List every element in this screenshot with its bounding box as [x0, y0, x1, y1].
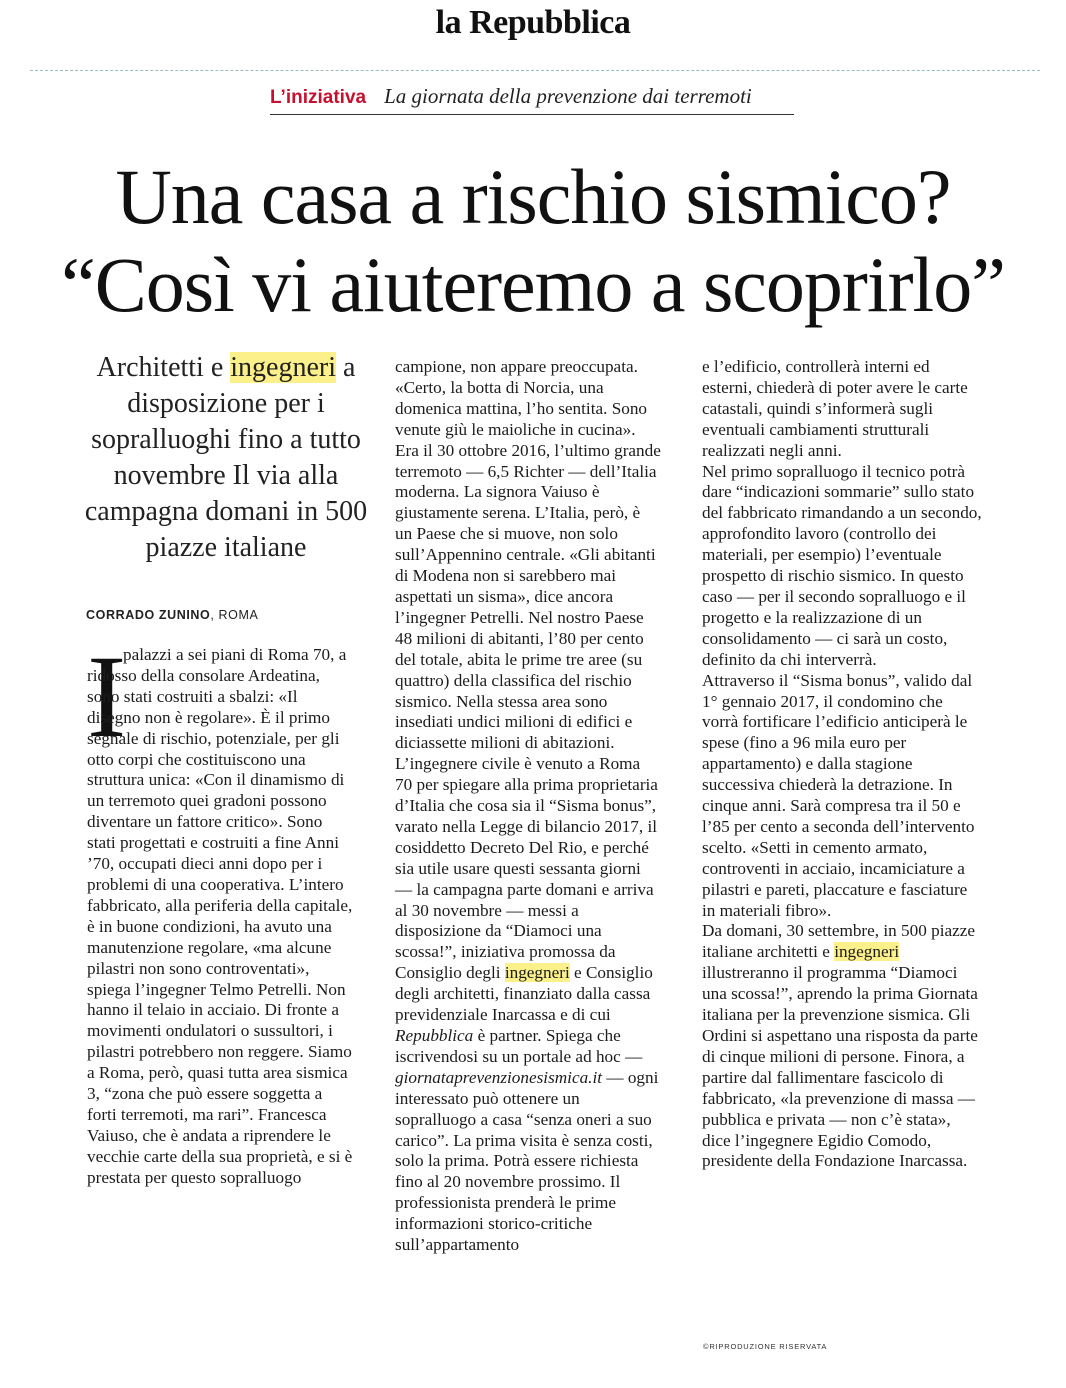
column2-paragraph-2 — [395, 754, 661, 1256]
column2-text-a: L’ingegnere civile è venuto a Roma 70 per spiegare alla prima proprietaria d’Italia che cosa sia il “Sisma bonus”, varato nella Legge di bilancio 2017, il cosiddetto Decreto Del Rio, e perché sia utile usare questi sessanta giorni — la campagna parte domani e arriva al 30 novembre — messi a disposizione da “Diamoci una scossa!”, iniziativa promossa da Consiglio degli — [395, 754, 658, 983]
headline-line-1 — [0, 152, 1066, 242]
drop-cap: I — [87, 631, 127, 762]
kicker-tag: L’iniziativa — [270, 87, 367, 108]
deck-text-before: Architetti e — [96, 352, 231, 383]
column2-text-b: e Consiglio degli architetti, finanziato dalla cassa previdenziale Inarcassa e di cui — [395, 963, 653, 1025]
column3-text-a: Da domani, 30 settembre, in 500 piazze italiane architetti e — [702, 921, 976, 962]
headline-text-2: “Così vi aiuteremo a scoprirlo” — [61, 241, 1005, 328]
column3-paragraph-2: Nel primo sopralluogo il tecnico potrà dare “indicazioni sommarie” sullo stato del fabbricato rimandando a un secondo, approfondito lavoro (controllo dei materiali, per esempio) l’eventuale prospetto di rischio sismico. In questo caso — per il secondo sopralluogo e il progetto e la realizzazione di un consolidamento — ci sarà un costo, definito da chi interverrà. — [702, 461, 982, 669]
kicker-topic: La giornata della prevenzione dai terremoti — [384, 84, 752, 108]
column3-paragraph-1: e l’edificio, controllerà interni ed esterni, chiederà di poter avere le carte catastali, quindi s’informerà sugli eventuali cambiamenti strutturali realizzati negli anni. — [702, 357, 968, 460]
column3-paragraph-3: Attraverso il “Sisma bonus”, valido dal 1° gennaio 2017, il condomino che vorrà fortificare l’edificio anticiperà le spese (fino a 96 mila euro per appartamento) e dalla stagione successiva chiederà la detrazione. In cinque anni. Sarà compresa tra il 50 e l’85 per cento a seconda dell’intervento scelto. «Setti in cemento armato, controventi in acciaio, incamiciature a pilastri e pareti, placcature e fasciature in materiali fibro». — [702, 670, 975, 920]
deck-text-after: a disposizione per i sopralluoghi fino a tutto novembre Il via alla campagna domani in 500 piazze italiane — [84, 352, 368, 563]
column1-paragraph: palazzi a sei piani di Roma 70, a ridosso della consolare Ardeatina, sono stati costruiti a sbalzi: «Il disegno non è regolare». È il primo segnale di rischio, potenziale, per gli otto corpi che costituiscono una struttura unica: «Con il dinamismo di un terremoto quei gradoni possono diventare un fattore critico». Sono stati progettati e costruiti a fine Anni ’70, occupati dieci anni dopo per i problemi di una cooperativa. L’intero fabbricato, alla periferia della capitale, è in buone condizioni, ha avuto una manutenzione regolare, «ma alcune pilastri non sono controventati», spiega l’ingegner Telmo Petrelli. Non hanno il telaio in acciaio. Di fronte a movimenti ondulatori o sussultori, i pilastri potrebbero non reggere. Siamo a Roma, però, quasi tutta area sismica 3, “zona che può essere soggetta a forti terremoti, ma rari”. Francesca Vaiuso, che è andata a riprendere le vecchie carte della sua proprietà, e si è prestata per questo sopralluogo — [87, 645, 353, 1187]
byline-place: , ROMA — [210, 608, 259, 622]
byline — [86, 608, 258, 622]
column2-text-c: è partner. Spiega che iscrivendosi su un portale ad hoc — — [395, 1026, 643, 1066]
kicker — [270, 84, 752, 114]
kicker-divider — [270, 114, 794, 115]
article-column-3 — [702, 357, 982, 1172]
deck-highlight: ingegneri — [230, 352, 337, 383]
article-column-1 — [87, 631, 353, 1189]
column2-text-d: — ogni interessato può ottenere un sopralluogo a casa “senza oneri a suo carico”. La prima visita è senza costi, solo la prima. Potrà essere richiesta fino al 20 novembre prossimo. Il professionista prenderà le prime informazioni storico-critiche sull’appartamento — [395, 1067, 659, 1255]
byline-author: CORRADO ZUNINO — [86, 608, 211, 622]
masthead-logo: la Repubblica — [435, 4, 631, 41]
column2-website: giornataprevenzionesismica.it — [395, 1067, 603, 1087]
column2-publication-name: Repubblica — [395, 1026, 474, 1045]
column3-highlight: ingegneri — [834, 942, 900, 962]
article-column-2 — [395, 357, 661, 1256]
article-deck — [78, 350, 374, 566]
column3-text-b: illustreranno il programma “Diamoci una scossa!”, aprendo la prima Giornata italiana per la prevenzione sismica. Gli Ordini si aspettano una risposta da parte di cinque milioni di persone. Finora, a partire dal fallimentare fascicolo di fabbricato, «la prevenzione di massa — pubblica e privata — non c’è stata», dice l’ingegnere Egidio Comodo, presidente della Fondazione Inarcassa. — [702, 963, 978, 1171]
copyright-notice: ©RIPRODUZIONE RISERVATA — [703, 1342, 828, 1351]
masthead-divider — [30, 70, 1040, 71]
column3-paragraph-4 — [702, 921, 982, 1172]
column2-paragraph-1: campione, non appare preoccupata. «Certo, la botta di Norcia, una domenica mattina, l’ho sentita. Sono venute giù le maioliche in cucina». Era il 30 ottobre 2016, l’ultimo grande terremoto — 6,5 Richter — dell’Italia moderna. La signora Vaiuso è giustamente serena. L’Italia, però, è un Paese che si muove, non solo sull’Appennino centrale. «Gli abitanti di Modena non si sarebbero mai aspettati un sisma», dice ancora l’ingegner Petrelli. Nel nostro Paese 48 milioni di abitanti, l’80 per cento del totale, abita le prime tre aree (su quattro) della classifica del rischio sismico. Nella stessa area sono insediati undici milioni di edifici e diciassette milioni di abitazioni. — [395, 357, 661, 753]
column2-highlight: ingegneri — [504, 963, 570, 983]
headline-text-1: Una casa a rischio sismico? — [115, 153, 951, 240]
headline-line-2 — [0, 240, 1066, 330]
